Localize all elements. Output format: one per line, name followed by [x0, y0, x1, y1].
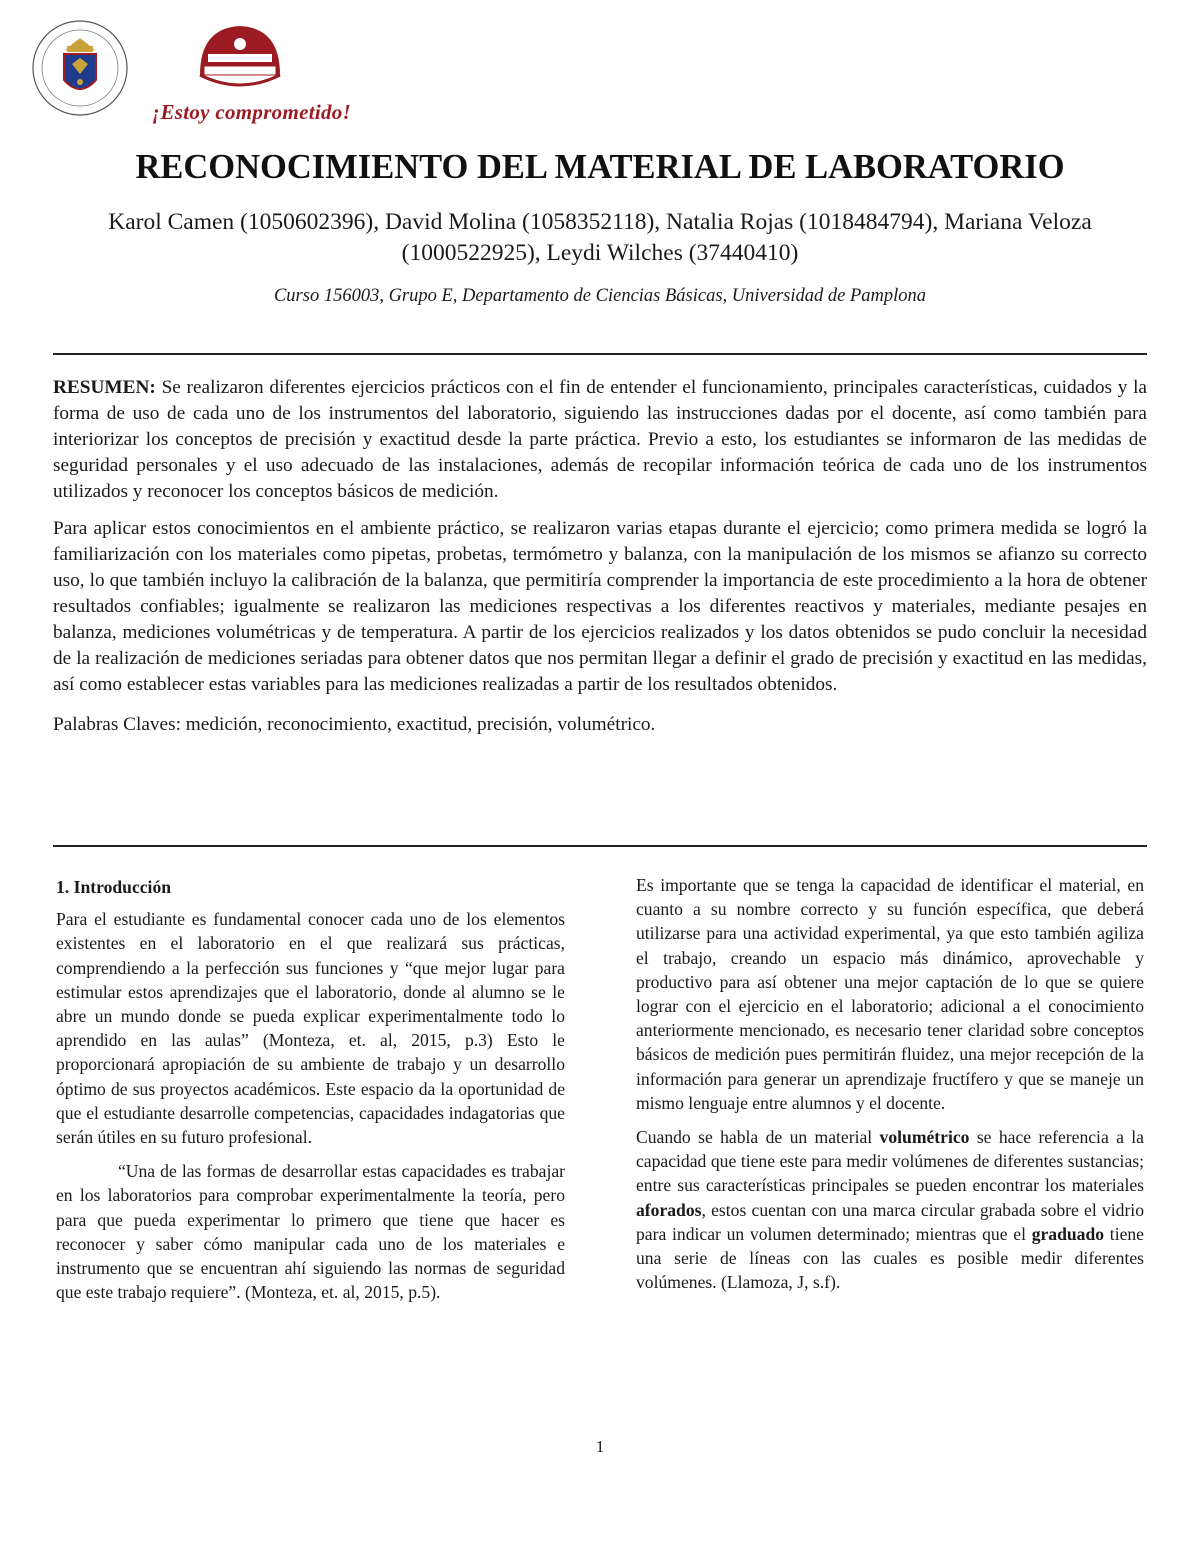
abstract-section: [53, 375, 1147, 749]
top-rule: [53, 353, 1147, 355]
abstract-bottom-rule: [53, 845, 1147, 847]
keywords: Palabras Claves: medición, reconocimiento, exactitud, precisión, volumétrico.: [53, 714, 656, 735]
intro-paragraph-1: Para el estudiante es fundamental conocer cada uno de los elementos existentes en el laboratorio en el que realizará sus prácticas, comprendiendo a la perfección sus funciones y “que mejor lugar para estimular estos aprendizajes que el laboratorio, donde al alumno se le abre un mundo donde se pueda explicar experimentalmente todo lo aprendido en las aulas” (Monteza, et. al, 2015, p.3) Esto le proporcionará apropiación de su ambiente de trabajo y un desarrollo óptimo de sus proyectos académicos. Este espacio da la oportunidad de que el estudiante desarrolle competencias, capacidades indagatorias que serán útiles en su futuro profesional.: [56, 909, 565, 1148]
term-graduado: graduado: [1031, 1223, 1105, 1244]
abstract-paragraph-2: Para aplicar estos conocimientos en el ambiente práctico, se realizaron varias etapas durante el ejercicio; como primera medida se logró la familiarización con los materiales como pipetas, probetas, termómetro y balanza, con la manipulación de los mismos se afianzo su correcto uso, lo que también incluyo la calibración de la balanza, que permitiría comprender la importancia de este procedimiento a la hora de obtener resultados confiables; igualmente se realizaron las mediciones respectivas a los diferentes reactivos y materiales, mediante pesajes en balanza, mediciones volumétricas y de temperatura. A partir de los ejercicios realizados y los datos obtenidos se pudo concluir la necesidad de la realización de mediciones seriadas para obtener datos que nos permitan llegar a definir el grado de precisión y exactitud en las medidas, así como establecer estas variables para las mediciones realizadas a partir de los resultados obtenidos.: [53, 518, 1147, 695]
right-paragraph-2: [636, 1125, 1144, 1294]
paper-title: RECONOCIMIENTO DEL MATERIAL DE LABORATORIO: [135, 148, 1065, 186]
term-volumetrico: volumétrico: [879, 1127, 970, 1148]
university-seal-logo: [30, 8, 130, 128]
term-aforados: aforados: [636, 1199, 702, 1220]
p2-text-c: se hace referencia a la capacidad que tiene este para medir volúmenes de diferentes sustancias; entre sus características principales se pueden encontrar los materiales: [636, 1127, 1144, 1196]
p2-text-a: Cuando se habla de un material: [636, 1127, 880, 1148]
abstract-paragraph-1: [53, 375, 1147, 505]
section-heading-introduccion: 1. Introducción: [56, 877, 172, 897]
abstract-text-1: Se realizaron diferentes ejercicios prácticos con el fin de entender el funcionamiento, principales características, cuidados y la forma de uso de cada uno de los instrumentos del laboratorio, siguiendo las instrucciones dadas por el docente, así como también para interiorizar los conceptos de precisión y exactitud desde la parte práctica. Previo a esto, los estudiantes se informaron de las medidas de seguridad personales y el uso adecuado de las instalaciones, además de recopilar información teórica de cada uno de los instrumentos utilizados y reconocer los conceptos básicos de medición.: [53, 377, 1147, 502]
p2-text-e: , estos cuentan con una marca circular grabada sobre el vidrio para indicar un volumen determinado; mientras que el: [636, 1199, 1144, 1244]
abstract-label: RESUMEN:: [53, 377, 156, 398]
page-number: 1: [595, 1437, 605, 1456]
right-column: [636, 873, 1144, 1304]
right-paragraph-1: Es importante que se tenga la capacidad de identificar el material, en cuanto a su nombre correcto y su función específica, que deberá utilizarse para una actividad experimental, ya que esto también agiliza el trabajo, creando un espacio más dinámico, aprovechable y productivo para así obtener una mejor captación de lo que se quiere lograr con el ejercicio en el laboratorio; adicional a el conocimiento anteriormente mencionado, es necesario tener claridad sobre conceptos básicos de medición pues permitirán fluidez, una mejor recepción de la información para generar un aprendizaje fructífero y que se maneje un mismo lenguaje entre alumnos y el docente.: [636, 875, 1144, 1113]
header-logos: [30, 8, 430, 138]
accreditation-logo: [190, 20, 290, 100]
intro-quote: “Una de las formas de desarrollar estas capacidades es trabajar en los laboratorios para comprobar experimentalmente la teoría, pero para que pueda experimentar lo primero que tiene que hacer es reconocer y saber cómo manipular cada uno de los materiales e instrumento que se encuentran ahí siguiendo las normas de seguridad que este trabajo requiere”. (Monteza, et. al, 2015, p.5).: [56, 1161, 565, 1303]
paper-authors: Karol Camen (1050602396), David Molina (1058352118), Natalia Rojas (1018484794), Mariana Veloza (1000522925), Leydi Wilches (37440410): [108, 209, 1092, 266]
p2-text-g: tiene una serie de líneas con las cuales es posible medir diferentes volúmenes. (Llamoza, J, s.f).: [636, 1223, 1144, 1293]
institution-slogan: ¡Estoy comprometido!: [152, 100, 352, 124]
paper-affiliation: Curso 156003, Grupo E, Departamento de Ciencias Básicas, Universidad de Pamplona: [273, 286, 927, 306]
left-column: [56, 873, 565, 1314]
